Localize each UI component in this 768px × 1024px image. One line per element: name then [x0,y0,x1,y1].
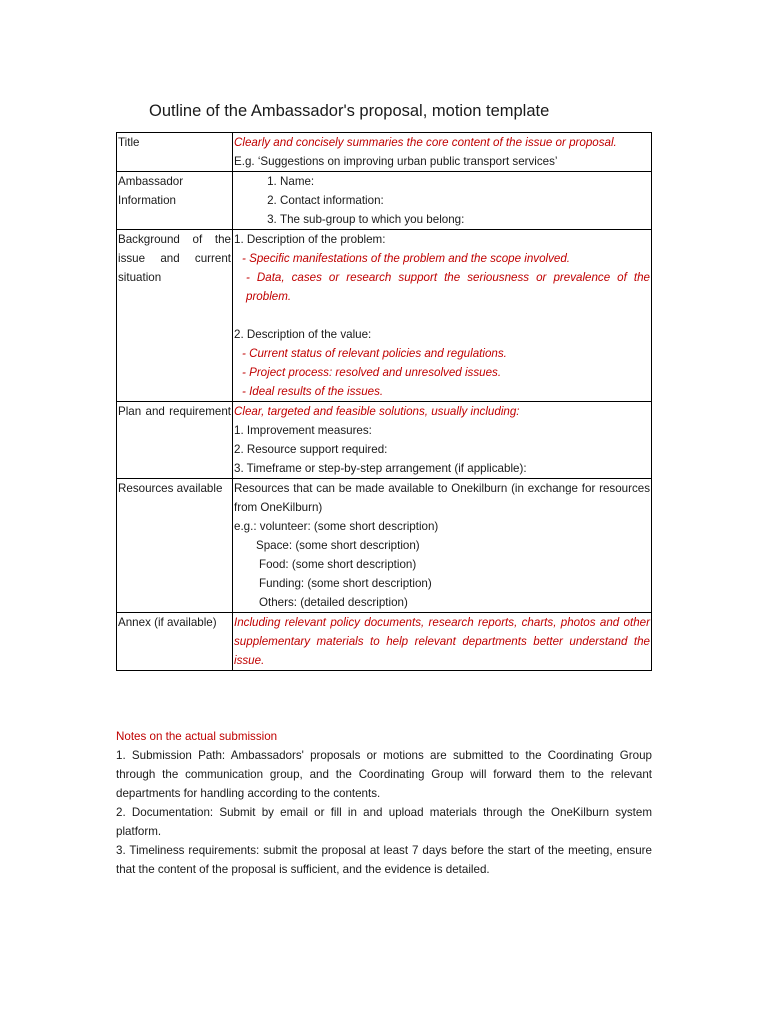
list-item: 3. The sub-group to which you belong: [280,210,650,229]
row-content-annex [233,613,652,671]
row-content-title [233,133,652,172]
row-content-background [233,230,652,402]
value-point: - Project process: resolved and unresolved issues. [242,366,502,379]
value-heading: 2. Description of the value: [234,328,372,341]
table-row-annex [117,613,652,671]
problem-heading: 1. Description of the problem: [234,233,386,246]
plan-item: 3. Timeframe or step-by-step arrangement (if applicable): [234,462,527,475]
page-title: Outline of the Ambassador's proposal, motion template [149,102,550,120]
resources-example: Funding: (some short description) [259,577,432,590]
title-description: Clearly and concisely summaries the core content of the issue or proposal. [234,136,617,149]
problem-point: - Data, cases or research support the seriousness or prevalence of the problem. [246,271,650,303]
row-content-ambassador [233,172,652,230]
list-item: 1. Name: [280,172,650,191]
table-row-ambassador [117,172,652,230]
resources-example-lead: e.g.: volunteer: (some short description) [234,520,439,533]
row-label-plan: Plan and requirement [117,402,233,479]
resources-example: Others: (detailed description) [259,596,408,609]
annex-description: Including relevant policy documents, research reports, charts, photos and other supplementary materials to help relevant departments better understand the issue. [234,616,650,667]
value-point: - Current status of relevant policies and regulations. [242,347,507,360]
resources-example: Food: (some short description) [259,558,417,571]
problem-point: - Specific manifestations of the problem and the scope involved. [242,252,571,265]
table-row-title [117,133,652,172]
row-label-background: Background of the issue and current situation [117,230,233,402]
plan-intro: Clear, targeted and feasible solutions, usually including: [234,405,520,418]
proposal-template-table [116,132,652,671]
title-example: E.g. ‘Suggestions on improving urban public transport services’ [234,155,558,168]
plan-item: 2. Resource support required: [234,443,388,456]
row-label-resources: Resources available [117,479,233,613]
blank-line [234,306,650,325]
row-label-ambassador: Ambassador Information [117,172,233,230]
row-content-resources [233,479,652,613]
submission-notes [116,727,652,879]
note-item: 3. Timeliness requirements: submit the proposal at least 7 days before the start of the meeting, ensure that the content of the proposal is sufficient, and the evidence is detailed. [116,844,652,876]
table-row-resources [117,479,652,613]
note-item: 1. Submission Path: Ambassadors' proposals or motions are submitted to the Coordinating Group through the communication group, and the Coordinating Group will forward them to the relevant departments for handling according to the contents. [116,749,652,800]
resources-intro: Resources that can be made available to Onekilburn (in exchange for resources from OneKilburn) [234,482,650,514]
plan-item: 1. Improvement measures: [234,424,372,437]
table-row-background [117,230,652,402]
note-item: 2. Documentation: Submit by email or fill in and upload materials through the OneKilburn system platform. [116,806,652,838]
notes-title: Notes on the actual submission [116,730,278,743]
table-row-plan [117,402,652,479]
row-content-plan [233,402,652,479]
list-item: 2. Contact information: [280,191,650,210]
row-label-title: Title [117,133,233,172]
value-point: - Ideal results of the issues. [242,385,384,398]
ambassador-info-list [234,172,650,229]
row-label-annex: Annex (if available) [117,613,233,671]
resources-example: Space: (some short description) [256,539,420,552]
